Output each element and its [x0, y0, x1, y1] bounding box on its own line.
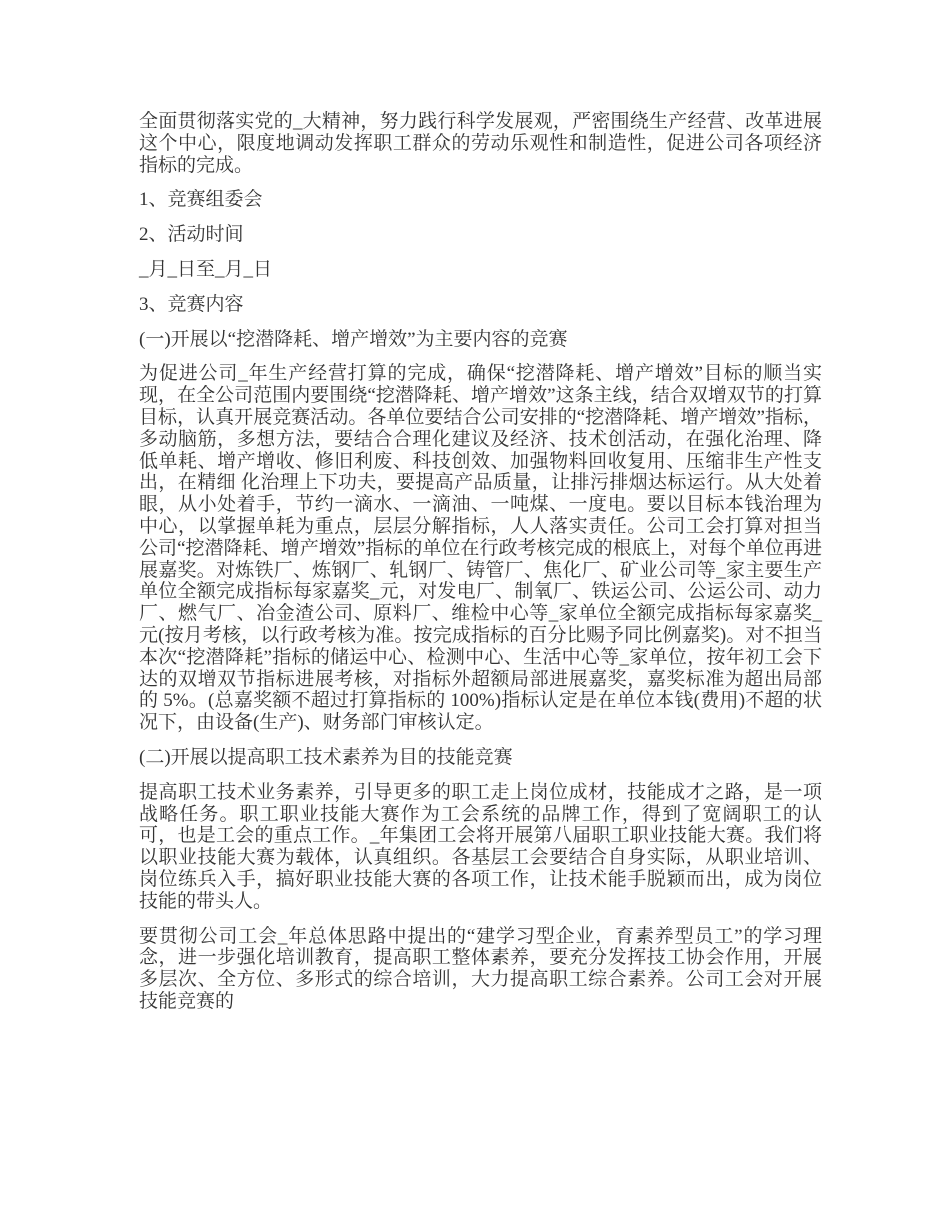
list-item-3-competition-content: 3、竞赛内容 — [139, 293, 244, 315]
date-range-blanks: _月_日至_月_日 — [139, 258, 273, 280]
section-1-heading: (一)开展以“挖潜降耗、增产增效”为主要内容的竞赛 — [139, 328, 568, 350]
document-page — [139, 111, 822, 1026]
section-2-body-paragraph-2: 要贯彻公司工会_年总体思路中提出的“建学习型企业，育素养型员工”的学习理念，进一步强化培训教育，提高职工整体素养，要充分发挥技工协会作用，开展多层次、全方位、多形式的综合培训，大力提高职工综合素养。公司工会对开展技能竞赛的 — [139, 925, 822, 1012]
section-1-body: 为促进公司_年生产经营打算的完成，确保“挖潜降耗、增产增效”目标的顺当实现，在全公司范围内要围绕“挖潜降耗、增产增效”这条主线，结合双增双节的打算目标，认真开展竞赛活动。各单位要结合公司安排的“挖潜降耗、增产增效”指标，多动脑筋，多想方法，要结合合理化建议及经济、技术创活动，在强化治理、降低单耗、增产增收、修旧利废、科技创效、加强物料回收复用、压缩非生产性支出，在精细 化治理上下功夫，要提高产品质量，让排污排烟达标运行。从大处着眼，从小处着手，节约一滴水、一滴油、一吨煤、一度电。要以目标本钱治理为中心，以掌握单耗为重点，层层分解指标，人人落实责任。公司工会打算对担当公司“挖潜降耗、增产增效”指标的单位在行政考核完成的根底上，对每个单位再进展嘉奖。对炼铁厂、炼钢厂、轧钢厂、铸管厂、焦化厂、矿业公司等_家主要生产单位全额完成指标每家嘉奖_元，对发电厂、制氧厂、铁运公司、公运公司、动力厂、燃气厂、冶金渣公司、原料厂、维检中心等_家单位全额完成指标每家嘉奖_元(按月考核，以行政考核为准。按完成指标的百分比赐予同比例嘉奖)。对不担当本次“挖潜降耗”指标的储运中心、检测中心、生活中心等_家单位，按年初工会下达的双增双节指标进展考核，对指标外超额局部进展嘉奖，嘉奖标准为超出局部的 5%。(总嘉奖额不超过打算指标的 100%)指标认定是在单位本钱(费用)不超的状况下，由设备(生产)、财务部门审核认定。 — [139, 363, 822, 734]
list-item-2-activity-time: 2、活动时间 — [139, 224, 244, 246]
section-2-body-paragraph-1: 提高职工技术业务素养，引导更多的职工走上岗位成材，技能成才之路，是一项战略任务。职工职业技能大赛作为工会系统的品牌工作，得到了宽阔职工的认可，也是工会的重点工作。_年集团工会将开展第八届职工职业技能大赛。我们将以职业技能大赛为载体，认真组织。各基层工会要结合自身实际，从职业培训、岗位练兵入手，搞好职业技能大赛的各项工作，让技术能手脱颖而出，成为岗位技能的带头人。 — [139, 781, 822, 912]
section-2-heading: (二)开展以提高职工技术素养为目的技能竞赛 — [139, 746, 513, 768]
list-item-1-committee: 1、竞赛组委会 — [139, 189, 263, 211]
intro-paragraph: 全面贯彻落实党的_大精神，努力践行科学发展观，严密围绕生产经营、改革进展这个中心，限度地调动发挥职工群众的劳动乐观性和制造性，促进公司各项经济指标的完成。 — [139, 111, 822, 176]
